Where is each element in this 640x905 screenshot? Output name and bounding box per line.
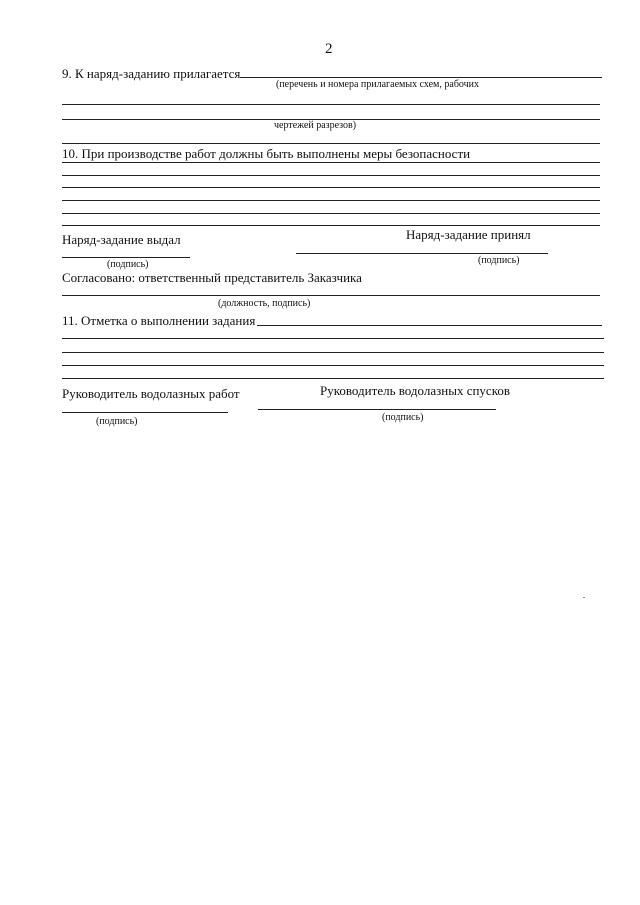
dive-descent-head-signature-caption: (подпись) [382, 412, 424, 423]
dive-work-head-signature-caption: (подпись) [96, 416, 138, 427]
section-9-fill-line[interactable] [240, 77, 602, 78]
section-10-line-3[interactable] [62, 187, 600, 188]
agreed-label: Согласовано: ответственный представитель Заказчика [62, 270, 362, 285]
section-9-label: 9. К наряд-заданию прилагается [62, 66, 241, 81]
section-11-line-5[interactable] [62, 378, 604, 379]
section-11-label: 11. Отметка о выполнении задания [62, 313, 256, 328]
section-9-line-4[interactable] [62, 143, 600, 144]
section-11-line-4[interactable] [62, 365, 604, 366]
section-11-line-3[interactable] [62, 352, 604, 353]
issued-by-signature-line[interactable] [62, 257, 190, 258]
scan-speck [583, 597, 585, 598]
section-10-line-6[interactable] [62, 225, 600, 226]
accepted-by-signature-caption: (подпись) [478, 255, 520, 266]
section-9-hint-line-1: (перечень и номера прилагаемых схем, рабочих [276, 79, 480, 90]
dive-descent-head-label: Руководитель водолазных спусков [320, 383, 510, 398]
section-10-line-2[interactable] [62, 175, 600, 176]
issued-by-label: Наряд-задание выдал [62, 232, 181, 247]
dive-work-head-signature-line[interactable] [62, 412, 228, 413]
section-10-line-5[interactable] [62, 213, 600, 214]
section-11-fill-line[interactable] [257, 325, 602, 326]
section-11-line-2[interactable] [62, 338, 604, 339]
agreed-signature-caption: (должность, подпись) [218, 298, 311, 309]
agreed-signature-line[interactable] [62, 295, 600, 296]
accepted-by-label: Наряд-задание принял [406, 227, 531, 242]
issued-by-signature-caption: (подпись) [107, 259, 149, 270]
section-9-line-2[interactable] [62, 104, 600, 105]
dive-descent-head-signature-line[interactable] [258, 409, 496, 410]
section-9-hint-line-2: чертежей разрезов) [274, 120, 357, 131]
section-10-label: 10. При производстве работ должны быть выполнены меры безопасности [62, 146, 471, 161]
section-10-line-1[interactable] [62, 162, 600, 163]
page-number: 2 [325, 41, 333, 57]
section-10-line-4[interactable] [62, 200, 600, 201]
dive-work-head-label: Руководитель водолазных работ [62, 386, 240, 401]
accepted-by-signature-line[interactable] [296, 253, 548, 254]
